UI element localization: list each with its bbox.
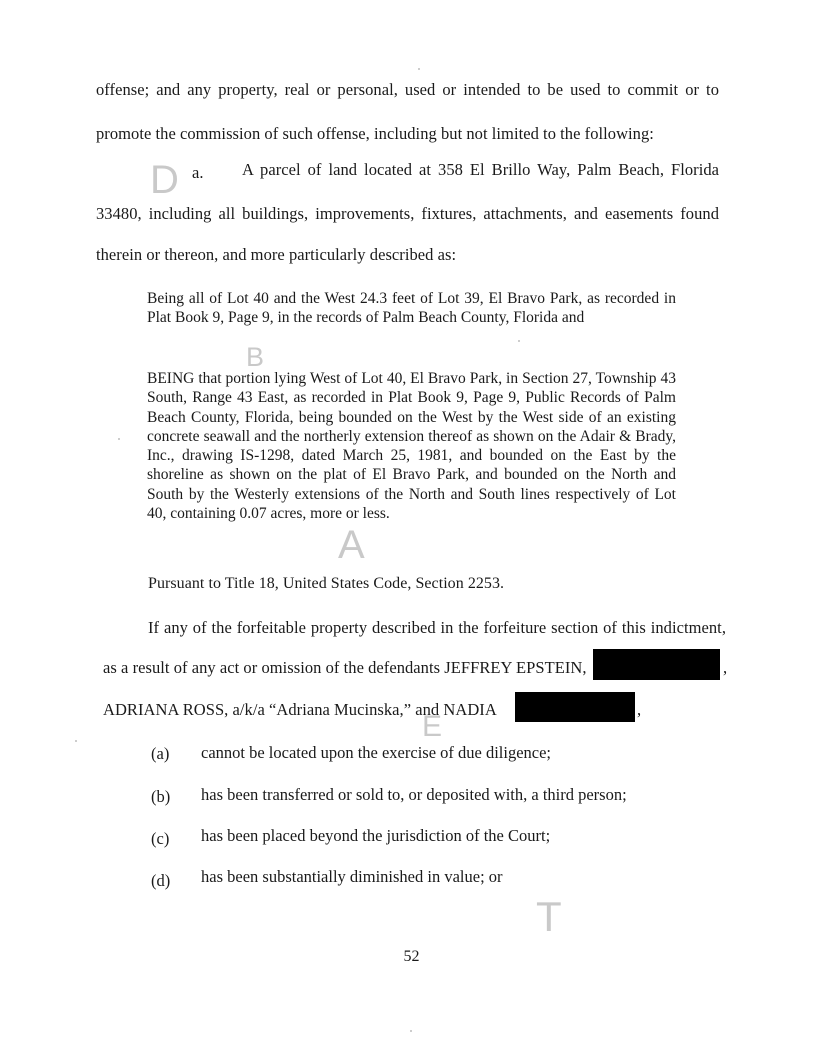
if-line-2 <box>103 658 587 678</box>
if-line-1: If any of the forfeitable property described in the forfeiture section of this indictment, <box>148 618 726 637</box>
condition-c-text: has been placed beyond the jurisdiction of the Court; <box>201 826 551 845</box>
legal-description-1: Being all of Lot 40 and the West 24.3 feet of Lot 39, El Bravo Park, as recorded in Plat Book 9, Page 9, in the records of Palm Beach County, Florida and <box>147 290 676 327</box>
condition-a-label: (a) <box>151 744 170 763</box>
if-line-3-comma: , <box>637 700 642 719</box>
scan-speck <box>418 68 420 70</box>
item-a-line-1: A parcel of land located at 358 El Brillo Way, Palm Beach, Florida <box>242 160 719 179</box>
item-a-line-2: 33480, including all buildings, improvements, fixtures, attachments, and easements found <box>96 204 719 223</box>
if-line-2-comma: , <box>723 658 728 677</box>
condition-b-label: (b) <box>151 787 171 806</box>
scan-speck <box>410 1030 412 1032</box>
condition-a-text: cannot be located upon the exercise of due diligence; <box>201 743 552 762</box>
stamp-letter-d: D <box>150 158 179 202</box>
if-line-3-text: ADRIANA ROSS, a/k/a “Adriana Mucinska,” and NADIA <box>103 700 497 719</box>
legal-description-2: BEING that portion lying West of Lot 40, El Bravo Park, in Section 27, Township 43 South, Range 43 East, as recorded in Plat Book 9, Page 9, Public Records of Palm Beach County, Florida, being bounded on the West by the West side of an existing concrete seawall and the northerly extension thereof as shown on the Adair & Brady, Inc., drawing IS-1298, dated March 25, 1981, and bounded on the East by the shoreline as shown on the plat of El Bravo Park, and bounded on the North and South by the Westerly extensions of the North and South lines respectively of Lot 40, containing 0.07 acres, more or less. <box>147 370 676 523</box>
item-a-label: a. <box>192 163 204 182</box>
scan-speck <box>518 340 520 342</box>
scan-speck <box>118 438 120 440</box>
pursuant-line: Pursuant to Title 18, United States Code, Section 2253. <box>148 575 505 592</box>
condition-d-label: (d) <box>151 871 171 890</box>
redaction-box-2 <box>515 692 635 722</box>
body-line-2: promote the commission of such offense, including but not limited to the following: <box>96 124 654 143</box>
condition-d-text: has been substantially diminished in value; or <box>201 867 503 886</box>
page-number: 52 <box>403 948 420 965</box>
scan-speck <box>75 740 77 742</box>
body-line-1: offense; and any property, real or personal, used or intended to be used to commit or to <box>96 80 719 99</box>
stamp-letter-t: T <box>536 893 562 940</box>
condition-c-label: (c) <box>151 829 170 848</box>
if-line-2-text: as a result of any act or omission of the defendants JEFFREY EPSTEIN, <box>103 658 587 677</box>
stamp-letter-e: E <box>422 710 443 743</box>
stamp-letter-b: B <box>246 342 265 372</box>
condition-b-text: has been transferred or sold to, or deposited with, a third person; <box>201 785 627 804</box>
redaction-box-1 <box>593 649 720 680</box>
stamp-letter-a: A <box>338 523 365 567</box>
item-a-line-3: therein or thereon, and more particularly described as: <box>96 245 457 264</box>
